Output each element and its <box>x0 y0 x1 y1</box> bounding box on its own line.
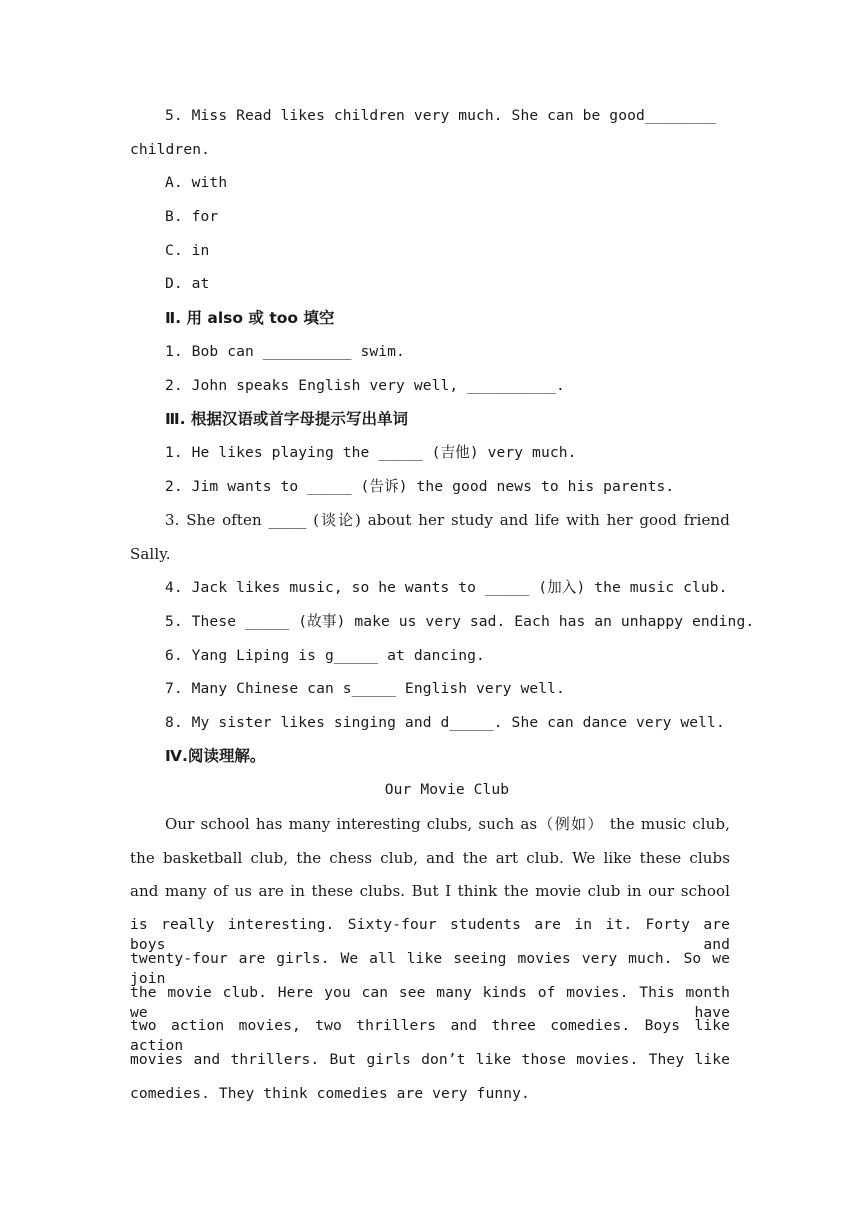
passage-line-7: two action movies, two thrillers and three comedies. Boys like action <box>130 1017 730 1054</box>
option-a: A. with <box>165 174 228 191</box>
passage-line-5: twenty-four are girls. We all like seeing movies very much. So we join <box>130 950 730 987</box>
section-heading-3: Ⅲ. 根据汉语或首字母提示写出单词 <box>165 410 408 428</box>
section-heading-4: Ⅳ.阅读理解。 <box>165 747 266 765</box>
passage-line-3: and many of us are in these clubs. But I think the movie club in our school <box>130 882 730 900</box>
passage-title: Our Movie Club <box>384 781 510 798</box>
part3-item-3-line-2: Sally. <box>130 545 171 563</box>
option-c: C. in <box>165 242 210 259</box>
section-heading-2: Ⅱ. 用 also 或 too 填空 <box>165 309 335 327</box>
part3-item-4: 4. Jack likes music, so he wants to _____ (加入) the music club. <box>165 579 728 596</box>
passage-line-6: the movie club. Here you can see many kinds of movies. This month we have <box>130 984 730 1021</box>
question-5-line-1: 5. Miss Read likes children very much. She can be good________ <box>165 107 716 124</box>
part3-item-6: 6. Yang Liping is g_____ at dancing. <box>165 647 485 664</box>
option-b: B. for <box>165 208 219 225</box>
passage-line-9: comedies. They think comedies are very funny. <box>130 1085 530 1102</box>
option-d: D. at <box>165 275 210 292</box>
passage-line-4: is really interesting. Sixty-four students are in it. Forty are boys and <box>130 916 730 953</box>
part2-item-1: 1. Bob can __________ swim. <box>165 343 405 360</box>
question-5-line-2: children. <box>130 141 210 158</box>
part2-item-2: 2. John speaks English very well, __________. <box>165 377 565 394</box>
passage-line-2: the basketball club, the chess club, and the art club. We like these clubs <box>130 849 730 867</box>
part3-item-2: 2. Jim wants to _____ (告诉) the good news to his parents. <box>165 478 675 495</box>
part3-item-1: 1. He likes playing the _____ (吉他) very much. <box>165 444 577 461</box>
passage-line-1: Our school has many interesting clubs, such as（例如） the music club, <box>165 815 730 833</box>
part3-item-5: 5. These _____ (故事) make us very sad. Each has an unhappy ending. <box>165 613 755 630</box>
passage-line-8: movies and thrillers. But girls don’t like those movies. They like <box>130 1051 730 1068</box>
part3-item-7: 7. Many Chinese can s_____ English very well. <box>165 680 565 697</box>
part3-item-8: 8. My sister likes singing and d_____. She can dance very well. <box>165 714 725 731</box>
part3-item-3-line-1: 3. She often _____ (谈论) about her study and life with her good friend <box>165 511 730 529</box>
